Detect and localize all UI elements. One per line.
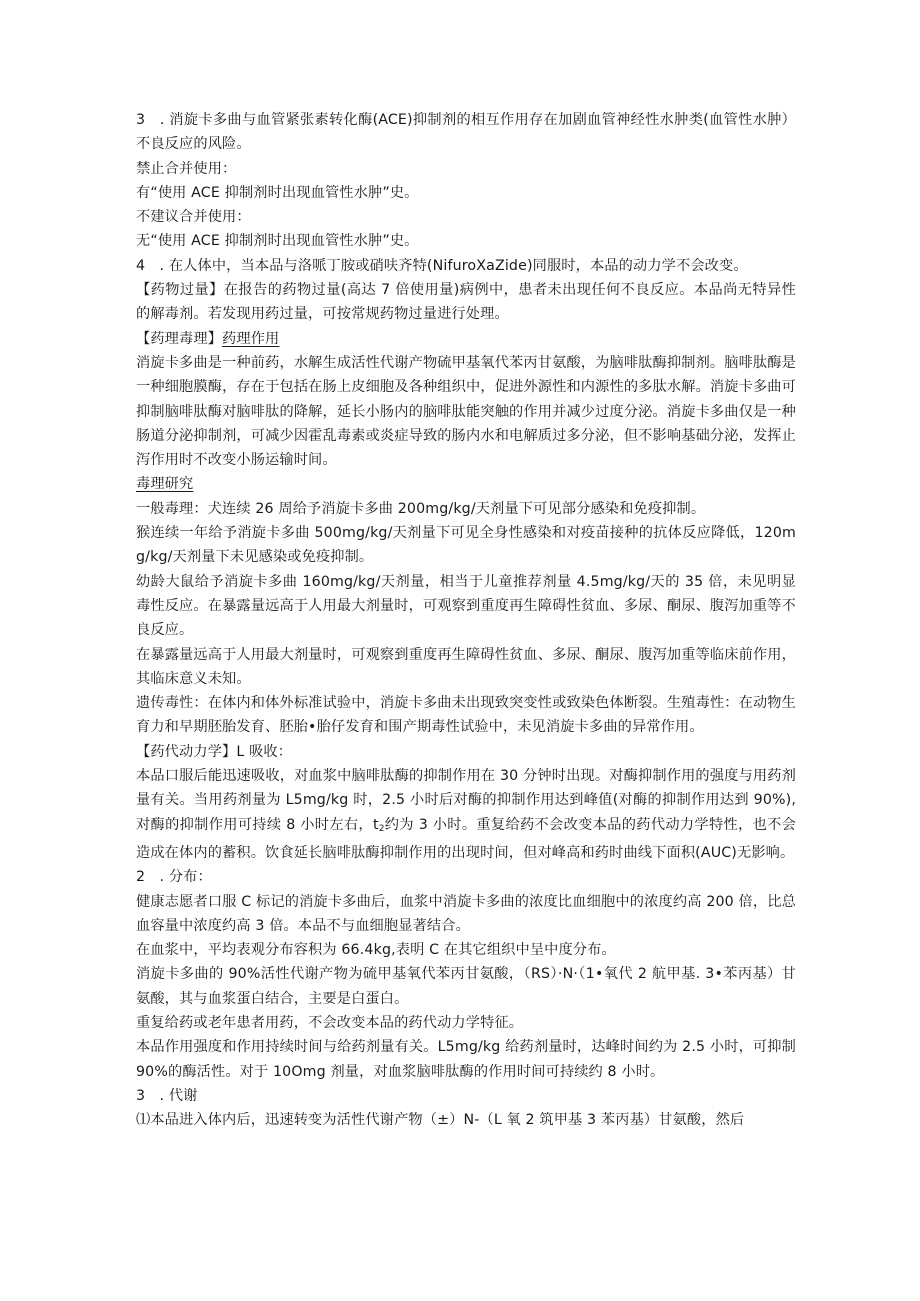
distribution-text-1: 健康志愿者口服 C 标记的消旋卡多曲后，血浆中消旋卡多曲的浓度比血细胞中的浓度约高 200 倍，比总血容量中浓度约高 3 倍。本品不与血细胞显著结合。 xyxy=(136,893,796,934)
toxicology-rat: 幼龄大鼠给予消旋卡多曲 160mg/kg/天剂量，相当于儿童推荐剂量 4.5mg/kg/天的 35 倍，未见明显毒性反应。在暴露量远高于人用最大剂量时，可观察到重度再生障碍性贫血、多尿、酮尿、腹泻加重等不良反应。 xyxy=(136,573,796,639)
metabolism-text-1: ⑴本品进入体内后，迅速转变为活性代谢产物（±）N-（L 氧 2 筑甲基 3 苯丙基）甘氨酸，然后 xyxy=(136,1112,745,1129)
toxicology-monkey: 猴连续一年给予消旋卡多曲 500mg/kg/天剂量下可见全身性感染和对疫苗接种的抗体反应降低，120mg/kg/天剂量下未见感染或免疫抑制。 xyxy=(136,525,796,566)
pharmacology-subheading: 药理作用 xyxy=(222,330,280,347)
distribution-text-5: 本品作用强度和作用持续时间与给药剂量有关。L5mg/kg 给药剂量时，达峰时间约为 2.5 小时，可抑制 90%的酶活性。对于 10Omg 剂量，对血浆脑啡肽酶的作用时间可持续约 8 小时。 xyxy=(136,1039,796,1080)
distribution-text-2: 在血浆中，平均表观分布容积为 66.4kg,表明 C 在其它组织中呈中度分布。 xyxy=(136,942,616,959)
distribution-text-4: 重复给药或老年患者用药，不会改变本品的药代动力学特征。 xyxy=(136,1014,524,1031)
absorption-text-b: 约为 3 小时。重复给药不会改变本品的药代动力学特性，也不会造成在体内的蓄积。饮食延长脑啡肽酶抑制作用的出现时间，但对峰高和药时曲线下面积(AUC)无影响。 xyxy=(136,816,796,861)
distribution-text-3: 消旋卡多曲的 90%活性代谢产物为硫甲基氧代苯丙甘氨酸，（RS）·N·（1•氧代 2 航甲基. 3•苯丙基）甘氨酸，其与血浆蛋白结合，主要是白蛋白。 xyxy=(136,966,796,1007)
interaction-item-3: 3 . 消旋卡多曲与血管紧张素转化酶(ACE)抑制剂的相互作用存在加剧血管神经性水肿类(血管性水肿）不良反应的风险。 xyxy=(136,112,796,153)
toxicology-exposure: 在暴露量远高于人用最大剂量时，可观察到重度再生障碍性贫血、多尿、酮尿、腹泻加重等临床前作用，其临床意义未知。 xyxy=(136,646,796,687)
toxicology-heading: 毒理研究 xyxy=(136,476,194,493)
pharmacology-text: 消旋卡多曲是一种前药，水解生成活性代谢产物硫甲基氧代苯丙甘氨酸，为脑啡肽酶抑制剂。脑啡肽酶是一种细胞膜酶，存在于包括在肠上皮细胞及各种组织中，促进外源性和内源性的多肽水解。消旋卡多曲可抑制脑啡肽酶对脑啡肽的降解，延长小肠内的脑啡肽能突触的作用并减少过度分泌。消旋卡多曲仅是一种肠道分泌抑制剂，可减少因霍乱毒素或炎症导致的肠内水和电解质过多分泌，但不影响基础分泌，发挥止泻作用时不改变小肠运输时间。 xyxy=(136,354,796,469)
toxicology-heading-line xyxy=(136,472,796,496)
half-life-subscript: 2 xyxy=(378,823,385,834)
overdose-section: 【药物过量】在报告的药物过量(高达 7 倍使用量)病例中，患者未出现任何不良反应。本品尚无特异性的解毒剂。若发现用药过量，可按常规药物过量进行处理。 xyxy=(136,282,796,323)
toxicology-general: 一般毒理：犬连续 26 周给予消旋卡多曲 200mg/kg/天剂量下可见部分感染和免疫抑制。 xyxy=(136,500,706,517)
pharmacology-heading-line xyxy=(136,327,796,351)
not-recommended-text: 无“使用 ACE 抑制剂时出现血管性水肿”史。 xyxy=(136,233,419,250)
toxicology-genetic: 遗传毒性：在体内和体外标准试验中，消旋卡多曲未出现致突变性或致染色体断裂。生殖毒性：在动物生育力和早期胚胎发育、胚胎•胎仔发育和围产期毒性试验中，未见消旋卡多曲的异常作用。 xyxy=(136,695,796,736)
document-body xyxy=(136,108,796,1132)
absorption-text xyxy=(136,764,796,865)
pharmacokinetics-heading: 【药代动力学】L 吸收： xyxy=(136,743,293,760)
forbidden-text: 有“使用 ACE 抑制剂时出现血管性水肿”史。 xyxy=(136,184,419,201)
metabolism-heading: 3 . 代谢 xyxy=(136,1087,198,1104)
not-recommended-label: 不建议合并使用： xyxy=(136,209,251,226)
interaction-item-4: 4 . 在人体中，当本品与洛哌丁胺或硝呋齐特(NifuroXaZide)同服时，本品的动力学不会改变。 xyxy=(136,257,748,274)
pharmacology-heading: 【药理毒理】 xyxy=(136,330,223,347)
forbidden-label: 禁止合并使用： xyxy=(136,160,237,177)
distribution-heading: 2 . 分布： xyxy=(136,869,212,886)
absorption-text-a: 本品口服后能迅速吸收，对血浆中脑啡肽酶的抑制作用在 30 分钟时出现。对酶抑制作用的强度与用药剂量有关。当用药剂量为 L5mg/kg 时，2.5 小时后对酶的抑制作用达到峰值(对酶的抑制作用达到 90%),对酶的抑制作用可持续 8 小时左右，t xyxy=(136,768,796,833)
